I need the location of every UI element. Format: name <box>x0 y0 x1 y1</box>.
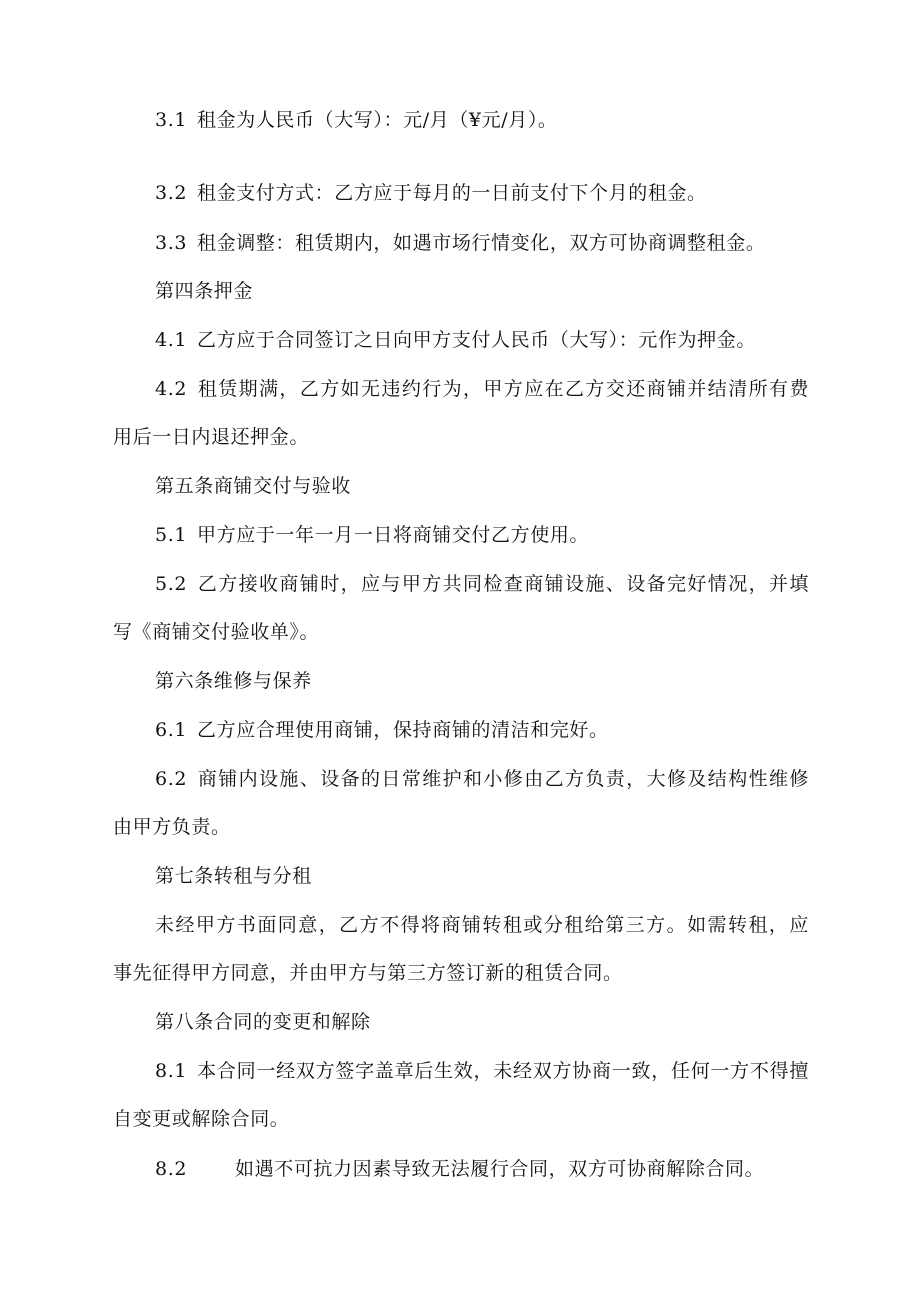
clause-8-1 <box>155 1059 809 1083</box>
clause-text: 租金支付方式：乙方应于每月的一日前支付下个月的租金。 <box>197 182 707 204</box>
clause-text: 租金为人民币（大写）：元/月（¥元/月）。 <box>197 109 558 131</box>
clause-text: 本合同一经双方签字盖章后生效，未经双方协商一致，任何一方不得擅 <box>197 1060 809 1082</box>
clause-6-1 <box>155 718 609 742</box>
clause-4-2 <box>155 377 809 401</box>
clause-4-2-continued: 用后一日内退还押金。 <box>113 426 310 448</box>
clause-3-2 <box>155 181 707 205</box>
clause-number: 4.2 <box>155 378 188 400</box>
clause-number: 8.2 <box>155 1158 188 1180</box>
section-heading-8: 第八条合同的变更和解除 <box>155 1011 371 1033</box>
clause-5-2-continued: 写《商铺交付验收单》。 <box>113 621 320 643</box>
clause-3-3 <box>155 231 765 255</box>
clause-text: 租赁期满，乙方如无违约行为，甲方应在乙方交还商铺并结清所有费 <box>197 378 809 400</box>
clause-text: 租金调整：租赁期内，如遇市场行情变化，双方可协商调整租金。 <box>197 232 766 254</box>
clause-number: 3.2 <box>155 182 188 204</box>
clause-4-1 <box>155 328 756 352</box>
clause-number: 3.3 <box>155 232 188 254</box>
clause-number: 5.1 <box>155 524 188 546</box>
clause-number: 6.1 <box>155 719 188 741</box>
clause-text: 乙方应合理使用商铺，保持商铺的清洁和完好。 <box>197 719 609 741</box>
clause-number: 6.2 <box>155 768 188 790</box>
clause-number: 4.1 <box>155 329 188 351</box>
section-heading-4: 第四条押金 <box>155 280 254 302</box>
section-heading-7: 第七条转租与分租 <box>155 865 312 887</box>
section-7-paragraph: 未经甲方书面同意，乙方不得将商铺转租或分租给第三方。如需转租，应 <box>155 914 809 936</box>
section-7-paragraph-continued: 事先征得甲方同意，并由甲方与第三方签订新的租赁合同。 <box>113 962 623 984</box>
section-heading-5: 第五条商铺交付与验收 <box>155 475 352 497</box>
clause-text: 乙方应于合同签订之日向甲方支付人民币（大写）：元作为押金。 <box>197 329 756 351</box>
clause-6-2 <box>155 767 809 791</box>
clause-3-1 <box>155 108 558 132</box>
clause-8-1-continued: 自变更或解除合同。 <box>113 1108 290 1130</box>
clause-text: 甲方应于一年一月一日将商铺交付乙方使用。 <box>197 524 590 546</box>
clause-6-2-continued: 由甲方负责。 <box>113 816 231 838</box>
clause-text: 乙方接收商铺时，应与甲方共同检查商铺设施、设备完好情况，并填 <box>197 573 809 595</box>
clause-5-2 <box>155 572 809 596</box>
section-heading-6: 第六条维修与保养 <box>155 670 312 692</box>
clause-text: 商铺内设施、设备的日常维护和小修由乙方负责，大修及结构性维修 <box>197 768 809 790</box>
clause-8-2 <box>155 1157 764 1181</box>
clause-number: 8.1 <box>155 1060 188 1082</box>
clause-5-1 <box>155 523 589 547</box>
clause-number: 5.2 <box>155 573 188 595</box>
clause-number: 3.1 <box>155 109 188 131</box>
clause-text: 如遇不可抗力因素导致无法履行合同，双方可协商解除合同。 <box>235 1158 765 1180</box>
